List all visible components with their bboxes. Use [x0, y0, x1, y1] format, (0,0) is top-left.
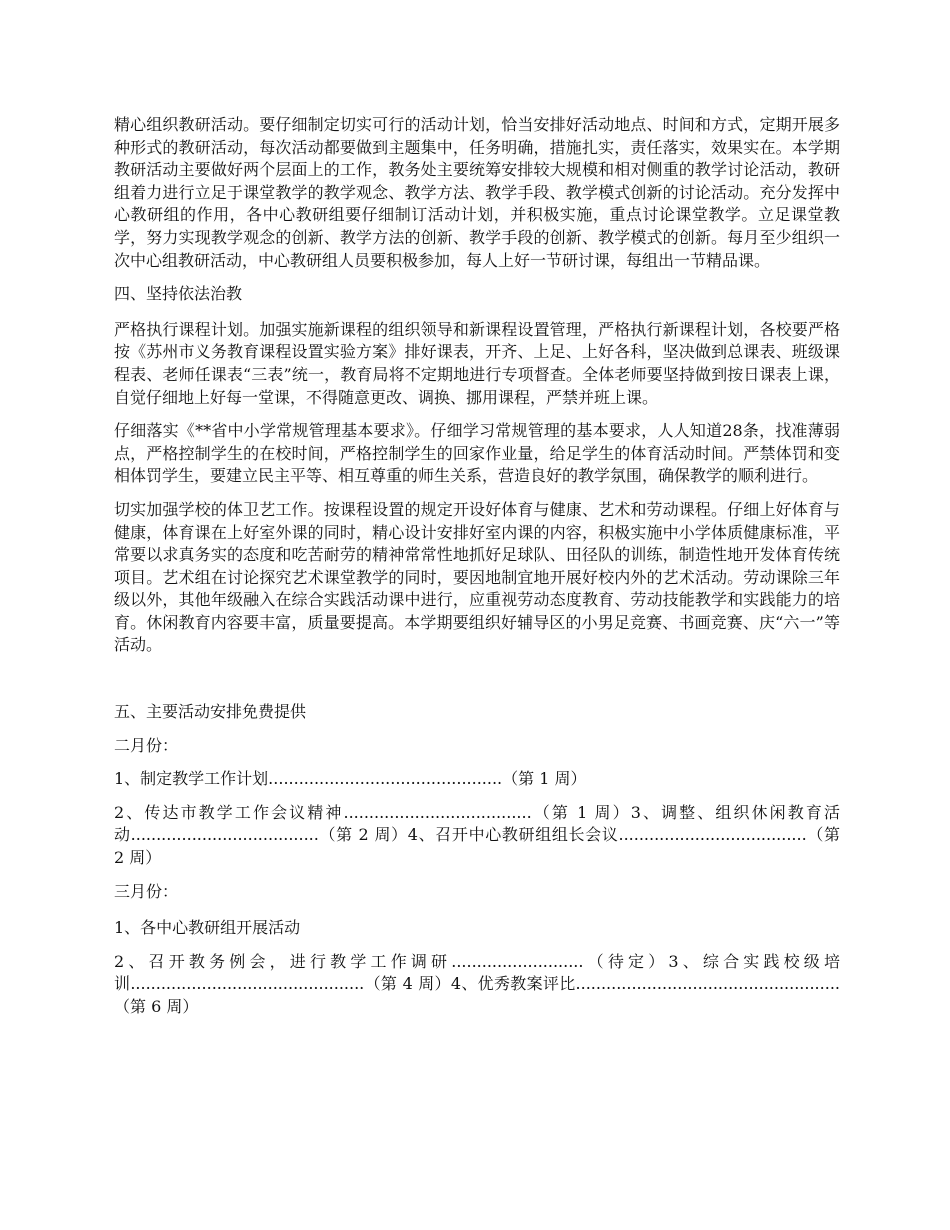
- schedule-item: 1、制定教学工作计划..............................................（第 1 周）: [114, 769, 587, 789]
- paragraph-sports-arts: 切实加强学校的体卫艺工作。按课程设置的规定开设好体育与健康、艺术和劳动课程。仔细上好体育与健康，体育课在上好室外课的同时，精心设计安排好室内课的内容，积极实施中小学体质健康标准，平常要以求真务实的态度和吃苦耐劳的精神常常性地抓好足球队、田径队的训练，制造性地开发体育传统项目。艺术组在讨论探究艺术课堂教学的同时，要因地制宜地开展好校内外的艺术活动。劳动课除三年级以外，其他年级融入在综合实践活动课中进行，应重视劳动态度教育、劳动技能教学和实践能力的培育。休闲教育内容要丰富，质量要提高。本学期要组织好辅导区的小男足竞赛、书画竞赛、庆“六一”等活动。: [114, 499, 840, 655]
- month-label-february: 二月份：: [114, 735, 179, 755]
- section-heading-4: 四、坚持依法治教: [114, 284, 243, 304]
- schedule-item: 2、召开教务例会，进行教学工作调研..........................（待定）3、综合实践校级培训..............................................（第 4 周）4、优秀教案评比....................................................（第 6 周）: [114, 951, 840, 1016]
- paragraph-routine-management: 仔细落实《**省中小学常规管理基本要求》。仔细学习常规管理的基本要求，人人知道28条，找准薄弱点，严格控制学生的在校时间，严格控制学生的回家作业量，给足学生的体育活动时间。严禁体罚和变相体罚学生，要建立民主平等、相互尊重的师生关系，营造良好的教学氛围，确保教学的顺利进行。: [114, 421, 840, 486]
- schedule-item: 2、传达市教学工作会议精神.....................................（第 1 周）3、调整、组织休闲教育活动.....................................（第 2 周）4、召开中心教研组组长会议.....................................（第 2 周）: [114, 802, 840, 868]
- paragraph-curriculum-plan: 严格执行课程计划。加强实施新课程的组织领导和新课程设置管理，严格执行新课程计划，各校要严格按《苏州市义务教育课程设置实验方案》排好课表，开齐、上足、上好各科，坚决做到总课表、班级课程表、老师任课表“三表”统一，教育局将不定期地进行专项督查。全体老师要坚持做到按日课表上课，自觉仔细地上好每一堂课，不得随意更改、调换、挪用课程，严禁并班上课。: [114, 319, 840, 407]
- paragraph-teaching-research: 精心组织教研活动。要仔细制定切实可行的活动计划，恰当安排好活动地点、时间和方式，定期开展多种形式的教研活动，每次活动都要做到主题集中，任务明确，措施扎实，责任落实，效果实在。本学期教研活动主要做好两个层面上的工作，教务处主要统筹安排较大规模和相对侧重的教学讨论活动，教研组着力进行立足于课堂教学的教学观念、教学方法、教学手段、教学模式创新的讨论活动。充分发挥中心教研组的作用，各中心教研组要仔细制订活动计划，并积极实施，重点讨论课堂教学。立足课堂教学，努力实现教学观念的创新、教学方法的创新、教学手段的创新、教学模式的创新。每月至少组织一次中心组教研活动，中心教研组人员要积极参加，每人上好一节研讨课，每组出一节精品课。: [114, 115, 840, 270]
- document-page: [114, 114, 840, 1030]
- section-heading-5: 五、主要活动安排免费提供: [114, 702, 307, 722]
- month-label-march: 三月份：: [114, 881, 179, 901]
- schedule-item: 1、各中心教研组开展活动: [114, 918, 301, 938]
